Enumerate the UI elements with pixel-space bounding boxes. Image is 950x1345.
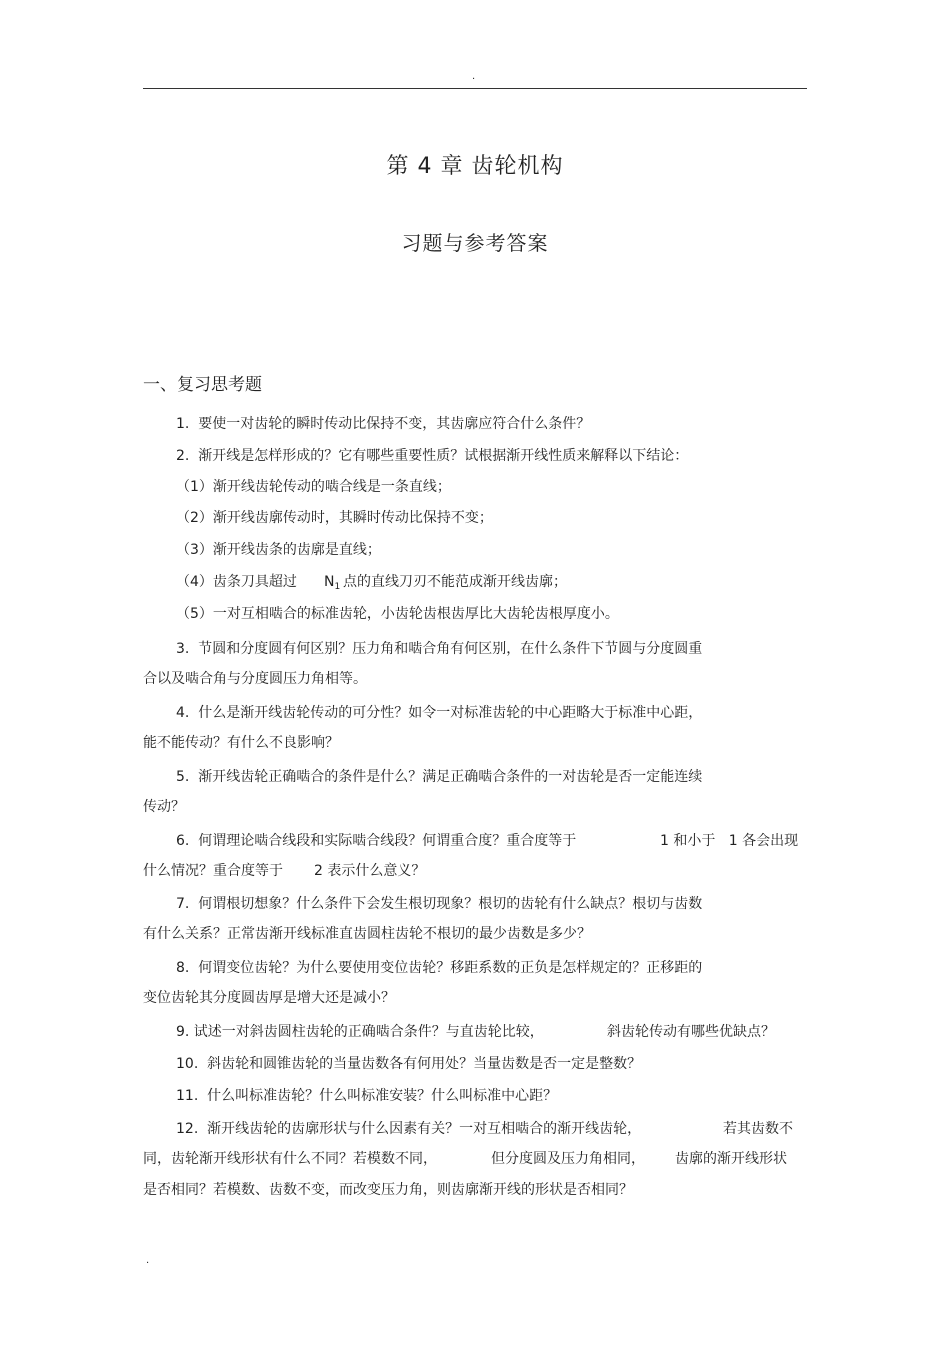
question-line: 2 表示什么意义？ bbox=[314, 863, 426, 879]
question-line: 9. 试述一对斜齿圆柱齿轮的正确啮合条件？与直齿轮比较， bbox=[176, 1024, 544, 1040]
question-line: 传动？ bbox=[143, 799, 185, 815]
section-heading: 一、复习思考题 bbox=[143, 375, 262, 395]
question-line: 是否相同？若模数、齿数不变，而改变压力角，则齿廓渐开线的形状是否相同？ bbox=[143, 1182, 633, 1198]
question-line: 但分度圆及压力角相同， bbox=[491, 1151, 645, 1167]
chapter-title: 第 4 章 齿轮机构 bbox=[386, 154, 564, 179]
question-line: 3. 节圆和分度圆有何区别？压力角和啮合角有何区别，在什么条件下节圆与分度圆重 bbox=[176, 641, 703, 657]
question-line: 若其齿数不 bbox=[723, 1121, 793, 1137]
header-rule bbox=[143, 88, 807, 89]
question-line: 能不能传动？有什么不良影响？ bbox=[143, 735, 339, 751]
question-line: 齿廓的渐开线形状 bbox=[675, 1151, 787, 1167]
question-line: 11. 什么叫标准齿轮？什么叫标准安装？什么叫标准中心距？ bbox=[176, 1088, 558, 1104]
question-line: （5）一对互相啮合的标准齿轮，小齿轮齿根齿厚比大齿轮齿根厚度小。 bbox=[176, 606, 619, 622]
question-line: 1. 要使一对齿轮的瞬时传动比保持不变，其齿廓应符合什么条件？ bbox=[176, 416, 591, 432]
question-line: 12. 渐开线齿轮的齿廓形状与什么因素有关？一对互相啮合的渐开线齿轮， bbox=[176, 1121, 642, 1137]
question-line: 有什么关系？正常齿渐开线标准直齿圆柱齿轮不根切的最少齿数是多少？ bbox=[143, 926, 591, 942]
question-line: 4. 什么是渐开线齿轮传动的可分性？如令一对标准齿轮的中心距略大于标准中心距， bbox=[176, 705, 703, 721]
question-line: 6. 何谓理论啮合线段和实际啮合线段？何谓重合度？重合度等于 bbox=[176, 833, 577, 849]
question-line: 10. 斜齿轮和圆锥齿轮的当量齿数各有何用处？当量齿数是否一定是整数？ bbox=[176, 1056, 642, 1072]
question-line: （3）渐开线齿条的齿廓是直线； bbox=[176, 542, 381, 558]
question-line: 什么情况？重合度等于 bbox=[143, 863, 283, 879]
chapter-subtitle: 习题与参考答案 bbox=[401, 231, 549, 255]
question-line: 同，齿轮渐开线形状有什么不同？若模数不同， bbox=[143, 1151, 437, 1167]
symbol-n1: $N_1$ bbox=[324, 574, 341, 592]
question-line: 5. 渐开线齿轮正确啮合的条件是什么？满足正确啮合条件的一对齿轮是否一定能连续 bbox=[176, 769, 703, 785]
question-line: （2）渐开线齿廓传动时，其瞬时传动比保持不变； bbox=[176, 510, 493, 526]
question-line: 7. 何谓根切想象？什么条件下会发生根切现象？根切的齿轮有什么缺点？根切与齿数 bbox=[176, 896, 703, 912]
question-line: 合以及啮合角与分度圆压力角相等。 bbox=[143, 671, 367, 687]
question-line: （1）渐开线齿轮传动的啮合线是一条直线； bbox=[176, 479, 451, 495]
question-line: 斜齿轮传动有哪些优缺点？ bbox=[607, 1024, 775, 1040]
question-line: 点的直线刀刃不能范成渐开线齿廓； bbox=[343, 574, 567, 590]
header-mark: . bbox=[472, 71, 476, 82]
footer-mark: . bbox=[146, 1255, 150, 1266]
question-line: 8. 何谓变位齿轮？为什么要使用变位齿轮？移距系数的正负是怎样规定的？正移距的 bbox=[176, 960, 703, 976]
question-line: 变位齿轮其分度圆齿厚是增大还是减小？ bbox=[143, 990, 395, 1006]
question-line: 1 和小于 1 各会出现 bbox=[660, 833, 799, 849]
question-line: （4）齿条刀具超过 bbox=[176, 574, 297, 590]
question-line: 2. 渐开线是怎样形成的？它有哪些重要性质？试根据渐开线性质来解释以下结论： bbox=[176, 448, 689, 464]
